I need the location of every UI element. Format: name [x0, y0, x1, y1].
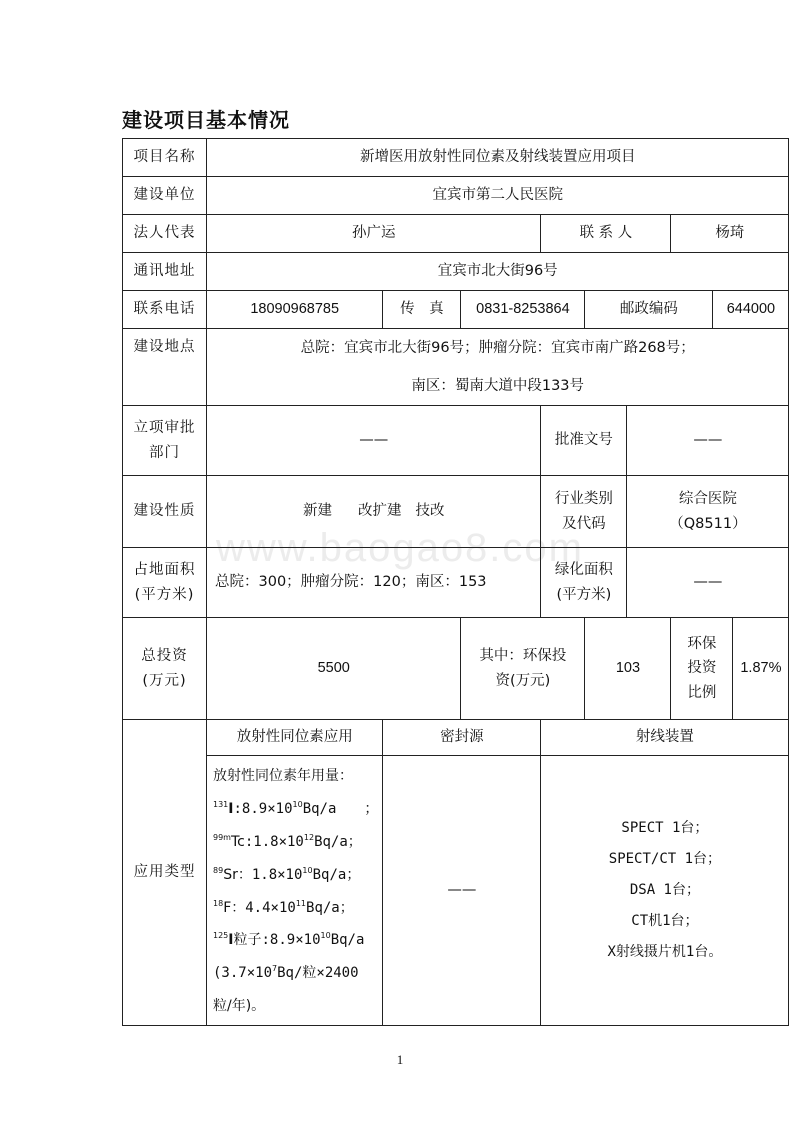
- postcode-value: 644000: [713, 291, 789, 329]
- env-investment-label: [461, 618, 585, 720]
- investment-label-line1: 总投资: [141, 647, 188, 664]
- address-label: 通讯地址: [123, 253, 207, 291]
- industry-value: [627, 476, 789, 548]
- isotope-item: $^{18}$F：$4.4\times 10^{11}Bq/a$；: [213, 898, 354, 916]
- contact-value: 杨琦: [671, 215, 789, 253]
- legal-rep-value: 孙广运: [207, 215, 541, 253]
- row-application-header: [123, 720, 789, 756]
- area-label-line1: 占地面积: [133, 561, 196, 578]
- green-label: [541, 548, 627, 618]
- approval-label-line1: 立项审批: [133, 419, 196, 436]
- ray-devices: [541, 756, 789, 1026]
- row-phone: [123, 291, 789, 329]
- approval-label-line2: 部门: [149, 444, 180, 461]
- row-project-name: [123, 139, 789, 177]
- industry-value-line2: （Q8511）: [669, 515, 747, 532]
- ratio-label-line2: 投资: [687, 660, 717, 677]
- area-label: [123, 548, 207, 618]
- col-sealed-header: 密封源: [383, 720, 541, 756]
- nature-label: 建设性质: [123, 476, 207, 548]
- construction-unit-value: 宜宾市第二人民医院: [207, 177, 789, 215]
- project-name-value: 新增医用放射性同位素及射线装置应用项目: [207, 139, 789, 177]
- isotope-seed-end: 粒/年)。: [213, 998, 266, 1015]
- row-application-body: [123, 756, 789, 1026]
- fax-value: 0831-8253864: [461, 291, 585, 329]
- ray-device: DSA 1台；: [629, 882, 700, 898]
- sealed-source-value: ——: [383, 756, 541, 1026]
- approval-doc-label: 批准文号: [541, 406, 627, 476]
- ray-device: SPECT/CT 1台；: [608, 851, 722, 867]
- row-investment: [123, 618, 789, 720]
- approval-label: [123, 406, 207, 476]
- industry-label: [541, 476, 627, 548]
- phone-label: 联系电话: [123, 291, 207, 329]
- project-name-label: 项目名称: [123, 139, 207, 177]
- section-title: 建设项目基本情况: [122, 108, 290, 132]
- isotope-item: $^{125}$I粒子$:8.9\times 10^{10}Bq/a$: [213, 931, 365, 949]
- row-construction-unit: [123, 177, 789, 215]
- application-label: 应用类型: [123, 720, 207, 1026]
- isotope-item: $^{131}I:8.9\times 10^{10}Bq/a$ ；: [213, 799, 379, 817]
- phone-value: 18090968785: [207, 291, 383, 329]
- location-line2: 南区：蜀南大道中段133号: [411, 378, 585, 394]
- nature-option-new: 新建: [302, 503, 332, 520]
- isotope-seed-line: ($3.7\times 10^7Bq/$粒×2400: [213, 964, 359, 982]
- postcode-label: 邮政编码: [585, 291, 713, 329]
- row-approval: [123, 406, 789, 476]
- ratio-label-line3: 比例: [687, 684, 717, 701]
- nature-option-tech: 技改: [415, 503, 445, 520]
- area-value: 总院：300；肿瘤分院：120；南区：153: [207, 548, 541, 618]
- row-area: [123, 548, 789, 618]
- location-line1: 总院：宜宾市北大街96号；肿瘤分院：宜宾市南广路268号；: [300, 340, 695, 356]
- ray-device: SPECT 1台；: [621, 820, 709, 836]
- col-ray-header: 射线装置: [541, 720, 789, 756]
- approval-doc-value: ——: [627, 406, 789, 476]
- row-nature: [123, 476, 789, 548]
- row-address: [123, 253, 789, 291]
- green-value: ——: [627, 548, 789, 618]
- page-number: 1: [396, 1052, 404, 1067]
- legal-rep-label: 法人代表: [123, 215, 207, 253]
- watermark: www.baogao8.com: [216, 526, 584, 570]
- approval-value: ——: [207, 406, 541, 476]
- green-label-line2: (平方米): [556, 586, 612, 603]
- row-location: [123, 329, 789, 406]
- location-value: [207, 329, 789, 406]
- ratio-label: [671, 618, 733, 720]
- area-label-line2: (平方米): [134, 586, 195, 603]
- isotope-usage: [207, 756, 383, 1026]
- project-info-table: [122, 138, 789, 1026]
- col-isotope-header: 放射性同位素应用: [207, 720, 383, 756]
- ray-device: X射线摄片机1台。: [607, 944, 723, 960]
- env-investment-value: 103: [585, 618, 671, 720]
- contact-label: 联 系 人: [541, 215, 671, 253]
- green-label-line1: 绿化面积: [554, 561, 613, 578]
- isotope-item: $^{99m}Tc:1.8\times 10^{12}Bq/a$；: [213, 832, 362, 850]
- ray-device: CT机1台；: [631, 913, 699, 929]
- industry-label-line2: 及代码: [562, 515, 606, 532]
- industry-label-line1: 行业类别: [554, 490, 613, 507]
- construction-unit-label: 建设单位: [123, 177, 207, 215]
- industry-value-line1: 综合医院: [678, 490, 737, 507]
- address-value: 宜宾市北大街96号: [207, 253, 789, 291]
- location-label: 建设地点: [123, 329, 207, 406]
- isotope-heading: 放射性同位素年用量：: [213, 768, 353, 784]
- investment-label-line2: (万元): [142, 672, 187, 689]
- ratio-value: 1.87%: [733, 618, 789, 720]
- fax-label: 传 真: [383, 291, 461, 329]
- isotope-item: $^{89}$Sr：$1.8\times 10^{10}Bq/a$；: [213, 865, 361, 883]
- env-label-line2: 资(万元): [495, 672, 551, 689]
- investment-value: 5500: [207, 618, 461, 720]
- investment-label: [123, 618, 207, 720]
- ratio-label-line1: 环保: [687, 635, 717, 652]
- row-legal-rep: [123, 215, 789, 253]
- nature-option-expand: 改扩建: [357, 503, 402, 520]
- nature-options: [207, 476, 541, 548]
- env-label-line1: 其中：环保投: [479, 647, 567, 664]
